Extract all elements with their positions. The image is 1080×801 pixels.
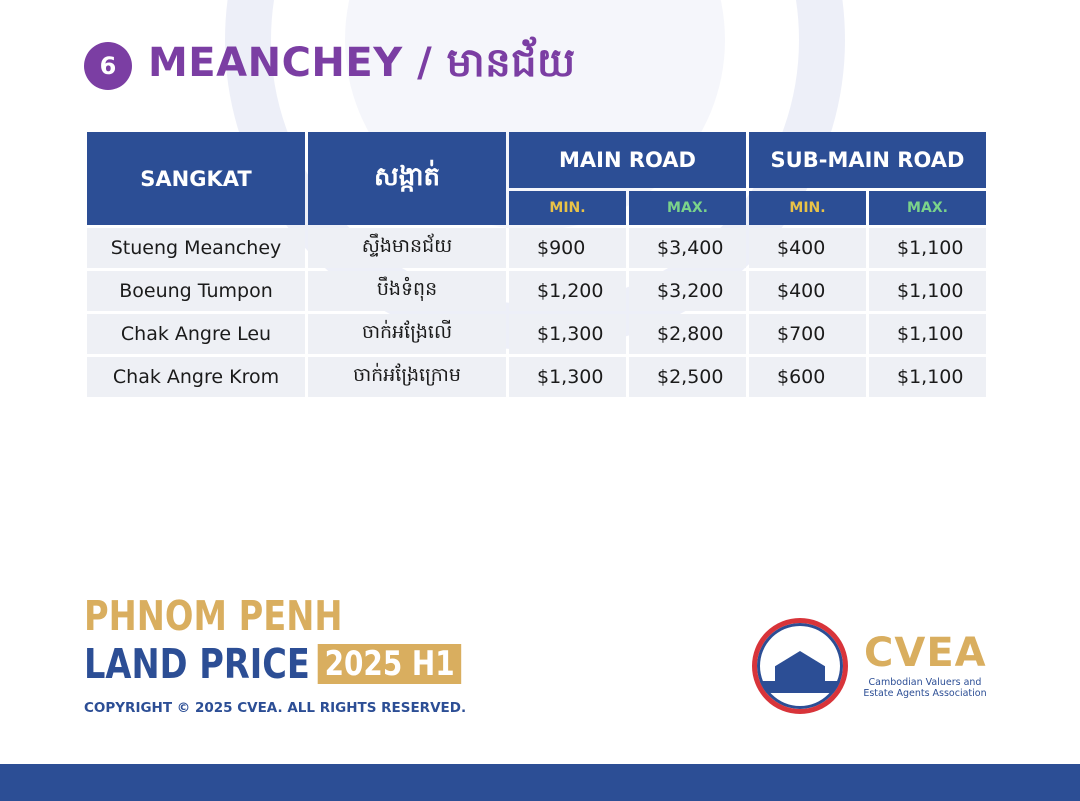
section-number-badge: 6 — [84, 42, 132, 90]
header-sub-main-road: SUB-MAIN ROAD — [749, 132, 986, 188]
table-row — [87, 314, 986, 354]
main-road-min: $1,300 — [509, 357, 626, 397]
sub-road-max: $1,100 — [869, 228, 986, 268]
sub-road-max: $1,100 — [869, 357, 986, 397]
sub-road-min: $400 — [749, 271, 866, 311]
header-sub-max: MAX. — [869, 191, 986, 225]
copyright-text: COPYRIGHT © 2025 CVEA. ALL RIGHTS RESERVED. — [84, 700, 467, 716]
sangkat-khmer: បឹងទំពុន — [308, 271, 506, 311]
sangkat-name: Boeung Tumpon — [87, 271, 305, 311]
page-title: MEANCHEY / មានជ័យ — [148, 39, 576, 86]
main-road-max: $3,200 — [629, 271, 746, 311]
sub-road-max: $1,100 — [869, 271, 986, 311]
house-icon — [775, 651, 825, 685]
cvea-logo-text: CVEA — [864, 630, 987, 676]
brand-city: PHNOM PENH — [84, 592, 343, 640]
main-road-min: $1,300 — [509, 314, 626, 354]
main-road-min: $1,200 — [509, 271, 626, 311]
sub-road-max: $1,100 — [869, 314, 986, 354]
header-sub-min: MIN. — [749, 191, 866, 225]
cvea-logo-subtitle: Cambodian Valuers and Estate Agents Association — [863, 677, 987, 699]
header-main-min: MIN. — [509, 191, 626, 225]
cvea-seal-icon — [752, 618, 848, 714]
sangkat-name: Stueng Meanchey — [87, 228, 305, 268]
sangkat-khmer: ស្ទឹងមានជ័យ — [308, 228, 506, 268]
sub-road-min: $700 — [749, 314, 866, 354]
main-road-max: $2,800 — [629, 314, 746, 354]
sangkat-name: Chak Angre Krom — [87, 357, 305, 397]
header-main-road: MAIN ROAD — [509, 132, 746, 188]
table-row — [87, 271, 986, 311]
sangkat-name: Chak Angre Leu — [87, 314, 305, 354]
header-sangkat-khmer: សង្កាត់ — [308, 132, 506, 225]
section-header — [84, 39, 576, 90]
footer-bar — [0, 764, 1080, 801]
land-price-table — [84, 129, 989, 400]
brand-title: LAND PRICE — [84, 640, 310, 688]
sub-road-min: $600 — [749, 357, 866, 397]
table-row — [87, 357, 986, 397]
sub-road-min: $400 — [749, 228, 866, 268]
sangkat-khmer: ចាក់អង្រែលើ — [308, 314, 506, 354]
table-row — [87, 228, 986, 268]
header-main-max: MAX. — [629, 191, 746, 225]
brand-year-badge: 2025 H1 — [318, 644, 461, 684]
main-road-max: $2,500 — [629, 357, 746, 397]
main-road-min: $900 — [509, 228, 626, 268]
seal-band — [757, 681, 843, 693]
brand-title-row — [84, 642, 461, 686]
report-branding — [84, 594, 544, 716]
main-road-max: $3,400 — [629, 228, 746, 268]
header-sangkat: SANGKAT — [87, 132, 305, 225]
sangkat-khmer: ចាក់អង្រែក្រោម — [308, 357, 506, 397]
